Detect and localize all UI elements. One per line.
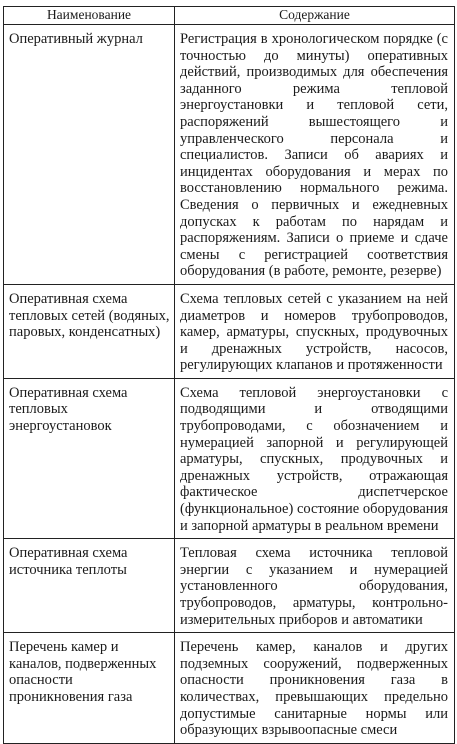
table-row [4, 378, 455, 538]
header-name: Наименование [4, 7, 175, 25]
table-row [4, 633, 455, 744]
table-row [4, 284, 455, 378]
row-content: Перечень камер, каналов и других подземных сооружений, подверженных опасности проникновения газа в количествах, превышающих предельно допустимые санитарные нормы или образующих взрывоопасные смеси [175, 633, 455, 744]
row-name: Перечень камер и каналов, подверженных опасности проникновения газа [4, 633, 175, 744]
row-content: Тепловая схема источника тепловой энергии с указанием и нумерацией установленного оборудования, трубопроводов, арматуры, контрольно-измерительных приборов и автоматики [175, 539, 455, 633]
documentation-table [3, 6, 455, 744]
header-content: Содержание [175, 7, 455, 25]
table-row [4, 25, 455, 285]
table-header-row [4, 7, 455, 25]
table-row [4, 539, 455, 633]
row-content: Схема тепловой энергоустановки с подводящими и отводящими трубопроводами, с обозначением и нумерацией запорной и регулирующей арматуры, спускных, продувочных и дренажных устройств, отражающая фактическое диспетчерское (функциональное) состояние оборудования и запорной арматуры в реальном времени [175, 378, 455, 538]
row-content: Схема тепловых сетей с указанием на ней диаметров и номеров трубопроводов, камер, арматуры, спускных, продувочных и дренажных устройств, насосов, регулирующих клапанов и протяженности [175, 284, 455, 378]
row-name: Оперативная схема тепловых сетей (водяных, паровых, конденсатных) [4, 284, 175, 378]
row-name: Оперативная схема тепловых энергоустановок [4, 378, 175, 538]
row-name: Оперативная схема источника теплоты [4, 539, 175, 633]
row-content: Регистрация в хронологическом порядке (с точностью до минуты) оперативных действий, производимых для обеспечения заданного режима тепловой энергоустановки и тепловой сети, распоряжений вышестоящего и управленческого персонала и специалистов. Записи об авариях и инцидентах оборудования и мерах по восстановлению нормального режима. Сведения о первичных и ежедневных допусках к работам по нарядам и распоряжениям. Записи о приеме и сдаче смены с регистрацией соответствия оборудования (в работе, ремонте, резерве) [175, 25, 455, 285]
row-name: Оперативный журнал [4, 25, 175, 285]
